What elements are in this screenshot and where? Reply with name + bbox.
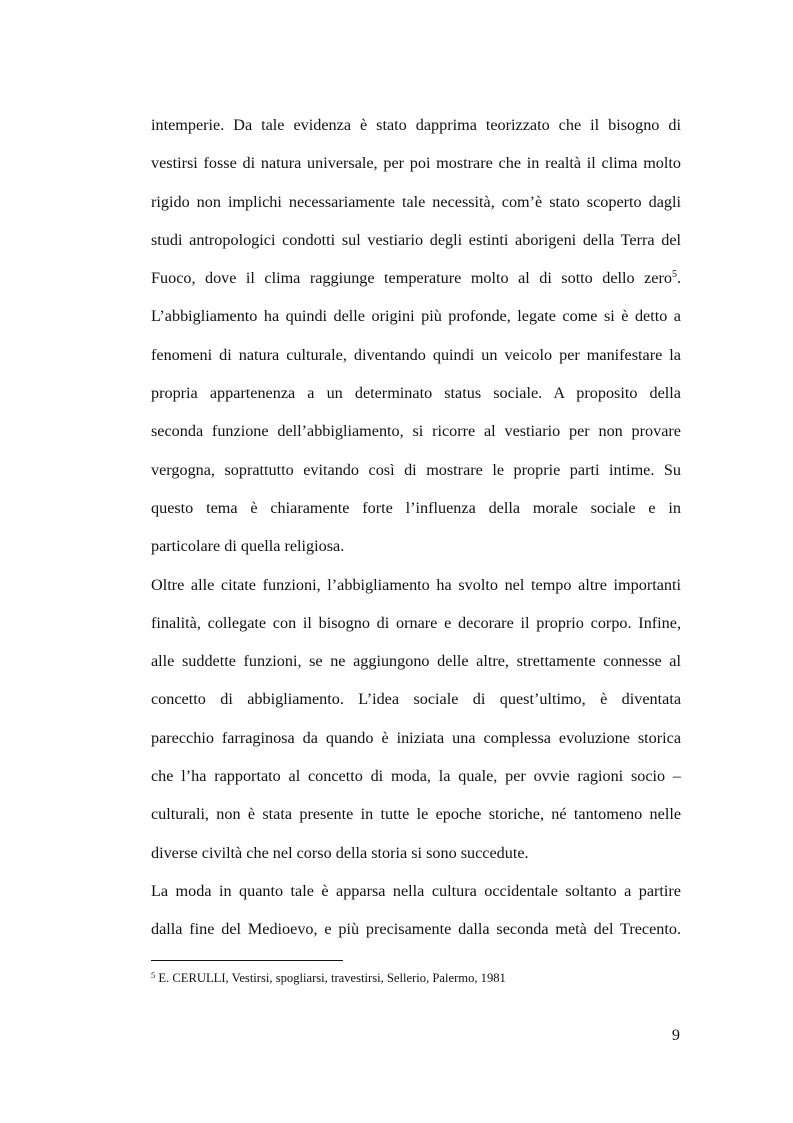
text-line-with-footnote-ref — [151, 259, 681, 297]
text-line: vergogna, soprattutto evitando così di mostrare le proprie parti intime. Su — [151, 460, 681, 479]
text-line: L’abbigliamento ha quindi delle origini più profonde, legate come si è detto a — [151, 307, 681, 326]
text-line: finalità, collegate con il bisogno di ornare e decorare il proprio corpo. Infine, — [151, 613, 681, 632]
text-line: propria appartenenza a un determinato status sociale. A proposito della — [151, 384, 681, 403]
text-line: diverse civiltà che nel corso della storia si sono succedute. — [151, 843, 529, 862]
text-line: che l’ha rapportato al concetto di moda, la quale, per ovvie ragioni socio – — [151, 767, 681, 786]
text-line: studi antropologici condotti sul vestiario degli estinti aborigeni della Terra del — [151, 230, 681, 249]
body-text — [151, 106, 681, 949]
footnote-text: E. CERULLI, Vestirsi, spogliarsi, travestirsi, Sellerio, Palermo, 1981 — [155, 971, 506, 985]
text-segment: . — [676, 269, 681, 288]
text-line: fenomeni di natura culturale, diventando quindi un veicolo per manifestare la — [151, 345, 681, 364]
text-line: parecchio farraginosa da quando è iniziata una complessa evoluzione storica — [151, 728, 681, 747]
page-number: 9 — [671, 1026, 680, 1044]
text-segment: Fuoco, dove il clima raggiunge temperature molto al di sotto dello zero — [151, 269, 672, 288]
text-line: concetto di abbigliamento. L’idea sociale di quest’ultimo, è diventata — [151, 690, 681, 709]
text-line: culturali, non è stata presente in tutte le epoche storiche, né tantomeno nelle — [151, 805, 681, 824]
text-line: Oltre alle citate funzioni, l’abbigliamento ha svolto nel tempo altre importanti — [151, 575, 681, 594]
text-line: intemperie. Da tale evidenza è stato dapprima teorizzato che il bisogno di — [151, 116, 681, 134]
text-line: questo tema è chiaramente forte l’influenza della morale sociale e in — [151, 498, 681, 517]
text-line: La moda in quanto tale è apparsa nella cultura occidentale soltanto a partire — [151, 881, 681, 900]
text-line: rigido non implichi necessariamente tale necessità, com’è stato scoperto dagli — [151, 192, 681, 211]
text-line: seconda funzione dell’abbigliamento, si ricorre al vestiario per non provare — [151, 422, 681, 441]
text-line: particolare di quella religiosa. — [151, 537, 345, 556]
text-line: dalla fine del Medioevo, e più precisamente dalla seconda metà del Trecento. — [151, 920, 681, 939]
text-line: alle suddette funzioni, se ne aggiungono delle altre, strettamente connesse al — [151, 652, 681, 671]
footnote — [151, 970, 681, 986]
text-line: vestirsi fosse di natura universale, per poi mostrare che in realtà il clima molto — [151, 154, 681, 173]
footnote-marker: 5 — [151, 970, 156, 980]
footnote-reference[interactable]: 5 — [671, 269, 677, 281]
footnote-divider — [151, 960, 343, 961]
